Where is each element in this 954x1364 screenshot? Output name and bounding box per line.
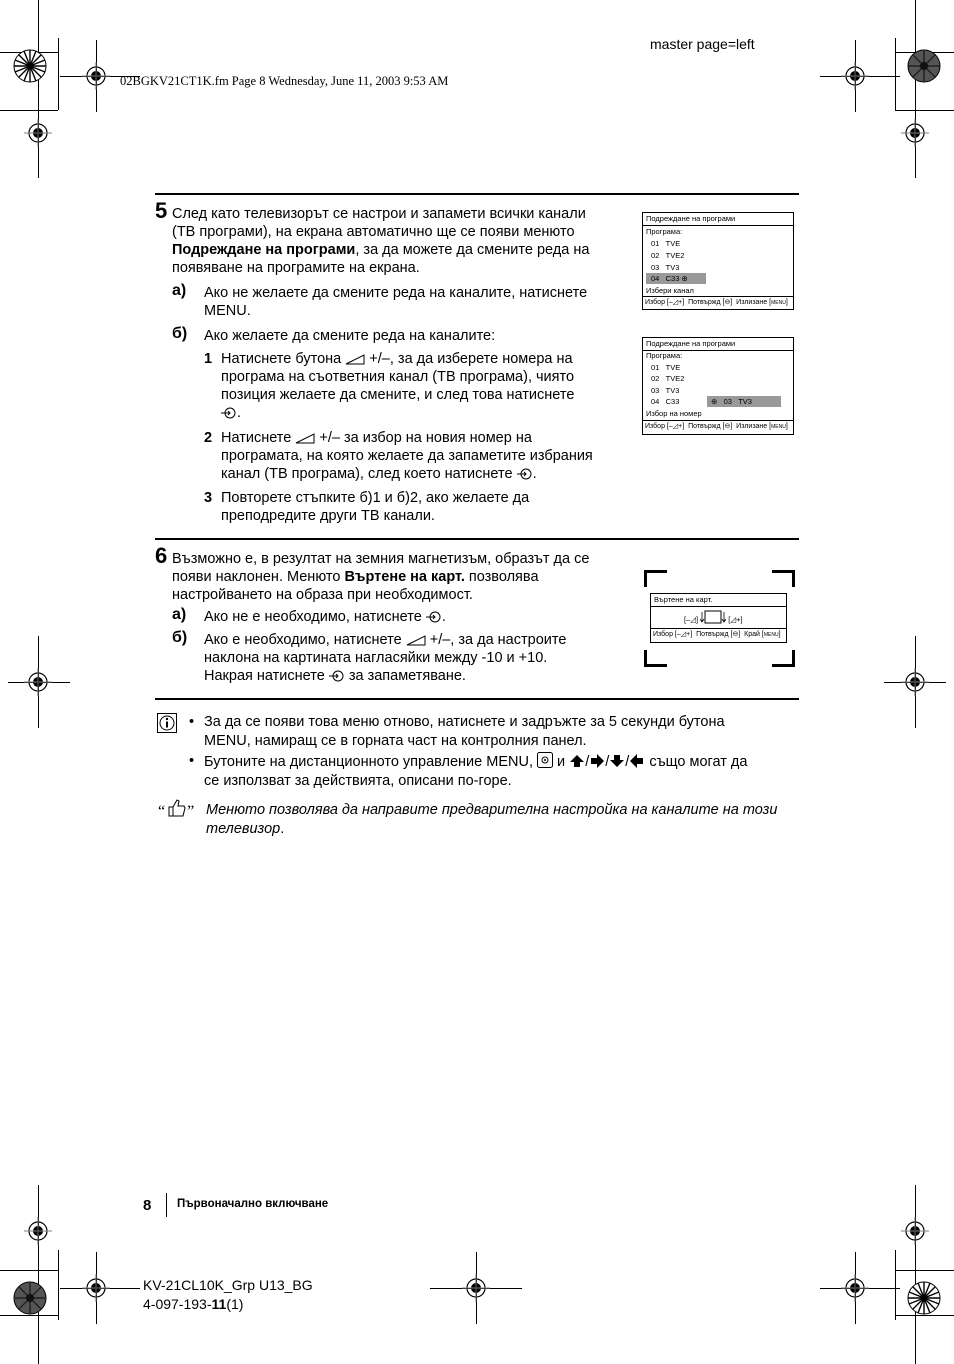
osd-row: 04 C33 (651, 397, 680, 406)
volume-wedge-icon (295, 433, 315, 444)
volume-wedge-icon (406, 635, 426, 646)
section-name: Първоначално включване (177, 1198, 329, 1210)
osd-row: 01 TVE (651, 363, 681, 372)
tip-icon: “ ” (158, 798, 194, 821)
rotation-box-icon (700, 610, 726, 624)
osd-prompt: Избор на номер (646, 409, 702, 418)
tip-text: Менюто позволява да направите предварителна настройка на каналите на този телевизор. (206, 802, 778, 837)
note-2: Бутоните на дистанционното управление MENU, и / / / също могат да се използват за действията, описани по-горе. (204, 754, 748, 789)
enter-icon (426, 611, 442, 623)
osd-footer: Избор [–◿+] Потвържд [⊖] Край [MENU] (653, 631, 781, 638)
osd-title: Въртене на карт. (654, 595, 713, 604)
remote-center-button-icon (537, 752, 553, 768)
arrow-up-icon (569, 754, 585, 768)
osd-label: Програма: (646, 351, 683, 360)
substep-2-text: Натиснете +/– за избор на новия номер на програмата, на която желаете да запаметите избрания канал (ТВ програма), след което натиснете . (221, 430, 593, 482)
note-bullet: • (189, 714, 195, 730)
osd-label: Програма: (646, 227, 683, 236)
osd-title: Подреждане на програми (646, 214, 736, 223)
step5-intro: След като телевизорът се настрои и запамети всички канали (ТВ програми), на екрана автоматично ще се появи менюто Подреждане на програми, за да можете да смените реда на появяване на програмите на екрана. (172, 206, 590, 276)
osd-row: 02 TVE2 (651, 251, 685, 260)
file-info: 02BGKV21CT1K.fm Page 8 Wednesday, June 11, 2003 9:53 AM (120, 74, 449, 88)
substep-3-num: 3 (204, 490, 213, 506)
step-number: 6 (155, 543, 168, 568)
osd-footer: Избор [–◿+] Потвържд [⊖] Излизане [MENU] (645, 299, 788, 306)
option-a-text: Ако не е необходимо, натиснете . (204, 609, 446, 625)
osd-row-selected: 04 C33 ⊕ (651, 274, 688, 283)
arrow-left-icon (629, 754, 645, 768)
osd-program-sort-1 (642, 212, 794, 310)
step6-intro: Възможно е, в резултат на земния магнетизъм, образът да се появи наклонен. Менюто Въртене на карт. позволява настройването на образа при необходимост. (172, 551, 590, 603)
note-1: За да се появи това меню отново, натиснете и задръжте за 5 секунди бутона MENU, намиращ се в горната част на контролния панел. (204, 714, 725, 749)
info-icon (157, 713, 177, 733)
substep-1-num: 1 (204, 351, 213, 367)
enter-icon (329, 670, 345, 682)
osd-row: 03 TV3 (651, 386, 680, 395)
section-rule (155, 698, 799, 700)
section-rule (155, 193, 799, 195)
rotation-indicator: [–◿] [◿+] (684, 610, 743, 626)
option-a-text: Ако не желаете да смените реда на каналите, натиснете MENU. (204, 285, 588, 319)
arrow-down-icon (609, 754, 625, 768)
note-bullet: • (189, 753, 195, 769)
move-icon: ⊕ (711, 397, 718, 406)
osd-footer: Избор [–◿+] Потвържд [⊖] Излизане [MENU] (645, 423, 788, 430)
option-a-label: а) (172, 282, 187, 299)
osd-row: 01 TVE (651, 239, 681, 248)
model-info: KV-21CL10K_Grp U13_BG 4-097-193-11(1) (143, 1277, 313, 1312)
arrow-right-icon (589, 754, 605, 768)
osd-prompt: Избери канал (646, 286, 694, 295)
osd-row: 02 TVE2 (651, 374, 685, 383)
section-rule (155, 538, 799, 540)
footer-divider (166, 1193, 167, 1217)
volume-wedge-icon (345, 354, 365, 365)
enter-icon (517, 468, 533, 480)
osd-program-sort-2 (642, 337, 794, 435)
osd-title: Подреждане на програми (646, 339, 736, 348)
page-number: 8 (143, 1197, 152, 1214)
enter-icon (221, 407, 237, 419)
step-number: 5 (155, 198, 168, 223)
substep-2-num: 2 (204, 430, 213, 446)
substep-3-text: Повторете стъпките б)1 и б)2, ако желаете да преподредите други ТВ канали. (221, 490, 530, 524)
option-b-label: б) (172, 325, 188, 342)
osd-row: 03 TV3 (651, 263, 680, 272)
osd-moving-row: ⊕ 03 TV3 (711, 397, 752, 406)
option-b-text: Ако е необходимо, натиснете +/–, за да настроите наклона на картината нагласяйки между -10 и +10. Накрая натиснете за запаметяване. (204, 632, 567, 684)
move-icon: ⊕ (681, 274, 688, 283)
option-a-label: а) (172, 606, 187, 623)
master-page-label: master page=left (650, 36, 755, 52)
osd-picture-rotation (650, 593, 787, 643)
substep-1-text: Натиснете бутона +/–, за да изберете номера на програма на съответния канал (ТВ програма), чиято позиция желаете да смените, и след това натиснете . (221, 351, 575, 421)
option-b-text: Ако желаете да смените реда на каналите: (204, 328, 496, 344)
option-b-label: б) (172, 629, 188, 646)
